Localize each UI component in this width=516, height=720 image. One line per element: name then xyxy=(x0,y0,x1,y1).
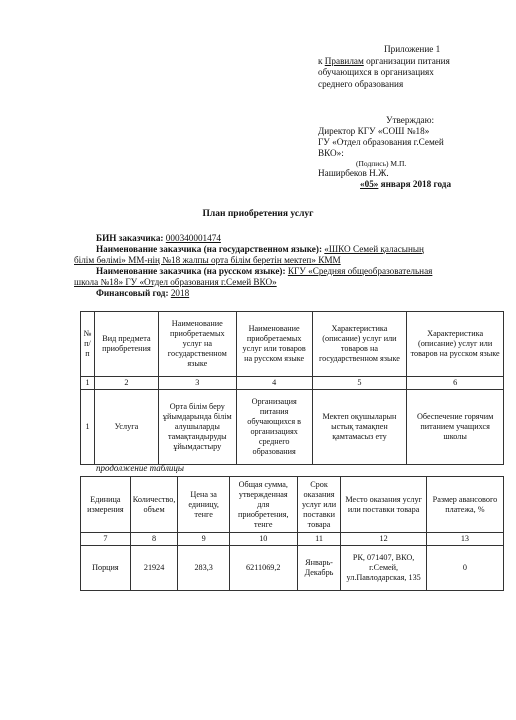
approver-name: Наширбеков Н.Ж. xyxy=(318,168,389,178)
table-cell: 21924 xyxy=(130,546,178,591)
column-number: 6 xyxy=(407,377,504,390)
approval-line-1: Директор КГУ «СОШ №18» xyxy=(318,126,430,136)
table-header-row xyxy=(81,477,504,533)
table-header-cell: Характеристика (описание) услуг или товаров на русском языке xyxy=(407,312,504,377)
table-cell: Обеспечение горячим питанием учащихся школы xyxy=(407,390,504,465)
approval-line-3: ВКО»: xyxy=(318,148,344,158)
table-cell: 1 xyxy=(81,390,95,465)
column-number-row xyxy=(81,533,504,546)
name-ru-line: Наименование заказчика (на русском языке): КГУ «Средняя общеобразовательная xyxy=(96,266,433,276)
year-line: Финансовый год: 2018 xyxy=(96,288,190,298)
document-title: План приобретения услуг xyxy=(202,209,314,219)
purchase-table-part-1 xyxy=(80,311,504,465)
table-continuation-label: продолжение таблицы xyxy=(96,463,185,473)
column-number-row xyxy=(81,377,504,390)
column-number: 2 xyxy=(94,377,158,390)
table-header-cell: Вид предмета приобретения xyxy=(94,312,158,377)
table-cell: Порция xyxy=(81,546,131,591)
purchase-table-part-2 xyxy=(80,476,504,591)
column-number: 13 xyxy=(426,533,503,546)
table-row xyxy=(81,546,504,591)
table-header-cell: Срок оказания услуг или поставки товара xyxy=(297,477,341,533)
table-header-cell: Место оказания услуг или поставки товара xyxy=(341,477,426,533)
table-header-cell: Единица измерения xyxy=(81,477,131,533)
table-header-cell: Наименование приобретаемых услуг на государственном языке xyxy=(158,312,236,377)
column-number: 11 xyxy=(297,533,341,546)
rules-link[interactable]: Правилам xyxy=(324,55,364,66)
appendix-note xyxy=(318,44,508,90)
column-number: 12 xyxy=(341,533,426,546)
approval-line-2: ГУ «Отдел образования г.Семей xyxy=(318,137,444,147)
appendix-line-2: к Правилам организации питания xyxy=(318,55,450,66)
customer-info xyxy=(74,233,494,299)
approval-label: Утверждаю: xyxy=(386,115,434,125)
table-cell: 283,3 xyxy=(178,546,230,591)
table-header-row xyxy=(81,312,504,377)
table-header-cell: Характеристика (описание) услуг или товаров на государственном языке xyxy=(312,312,407,377)
table-cell: Мектеп оқушыларын ыстық тамақпен қамтамасыз ету xyxy=(312,390,407,465)
column-number: 7 xyxy=(81,533,131,546)
table-header-cell: № п/п xyxy=(81,312,95,377)
table-header-cell: Наименование приобретаемых услуг или товаров на русском языке xyxy=(236,312,312,377)
table-row xyxy=(81,390,504,465)
table-cell: Организация питания обучающихся в организациях среднего образования xyxy=(236,390,312,465)
table-header-cell: Количество, объем xyxy=(130,477,178,533)
table-header-cell: Цена за единицу, тенге xyxy=(178,477,230,533)
column-number: 1 xyxy=(81,377,95,390)
appendix-line-1: Приложение 1 xyxy=(384,44,441,54)
table-cell: РК, 071407, ВКО, г.Семей, ул.Павлодарская, 135 xyxy=(341,546,426,591)
table-cell: 6211069,2 xyxy=(229,546,297,591)
column-number: 3 xyxy=(158,377,236,390)
column-number: 5 xyxy=(312,377,407,390)
appendix-line-3: обучающихся в организациях xyxy=(318,67,434,77)
column-number: 4 xyxy=(236,377,312,390)
column-number: 9 xyxy=(178,533,230,546)
signature-label: (Подпись) М.П. xyxy=(356,159,407,168)
column-number: 8 xyxy=(130,533,178,546)
approval-block xyxy=(318,115,513,190)
name-kz-line: Наименование заказчика (на государственном языке): «ШКО Семей қаласының xyxy=(96,244,424,254)
name-kz-line-2: білім бөлімі» ММ-нің №18 жалпы орта білім беретін мектеп» КММ xyxy=(74,255,341,265)
table-header-cell: Размер авансового платежа, % xyxy=(426,477,503,533)
name-ru-line-2: школа №18» ГУ «Отдел образования г.Семей ВКО» xyxy=(74,277,277,287)
table-cell: Орта білім беру ұйымдарында білім алушыларды тамақтандыруды ұйымдастыру xyxy=(158,390,236,465)
bin-line: БИН заказчика: 000340001474 xyxy=(96,233,221,243)
appendix-line-4: среднего образования xyxy=(318,78,404,89)
table-cell: 0 xyxy=(426,546,503,591)
table-cell: Услуга xyxy=(94,390,158,465)
approval-date: «05» января 2018 года xyxy=(360,179,452,189)
table-cell: Январь-Декабрь xyxy=(297,546,341,591)
column-number: 10 xyxy=(229,533,297,546)
table-header-cell: Общая сумма, утвержденная для приобретения, тенге xyxy=(229,477,297,533)
